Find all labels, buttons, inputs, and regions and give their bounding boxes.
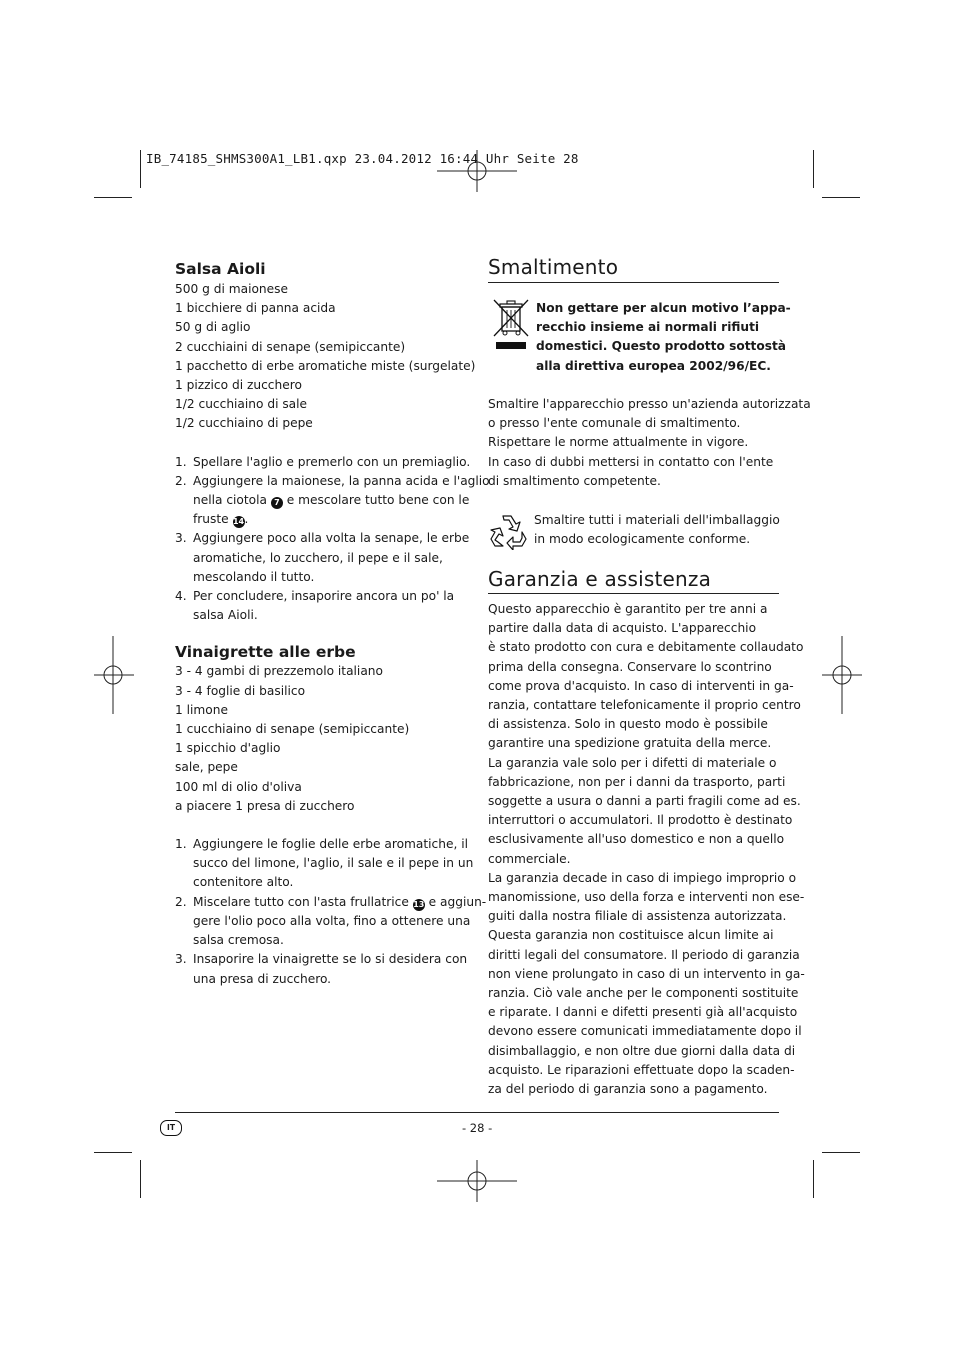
recycle-notice-line: Smaltire tutti i materiali dell'imballaggio [534, 513, 780, 527]
paragraph-line: manomissione, uso della forza e interventi non ese- [488, 890, 805, 905]
ingredient: sale, pepe [175, 760, 238, 775]
ingredient-list-vinaigrette [175, 662, 465, 816]
paragraph-line: esclusivamente all'uso domestico e non a quello [488, 832, 785, 847]
paragraph-line: commerciale. [488, 851, 571, 866]
paragraph-line: prima della consegna. Conservare lo scontrino [488, 659, 772, 674]
step-text: mescolando il tutto. [193, 569, 315, 584]
step [175, 472, 490, 530]
footer-rule [175, 1112, 779, 1113]
paragraph-line: In caso di dubbi mettersi in contatto con l'ente [488, 454, 774, 469]
crop-mark [822, 197, 860, 198]
step-text-part: e mescolare tutto bene con le [286, 493, 470, 508]
step-text: aromatiche, lo zucchero, il pepe e il sale, [193, 550, 443, 565]
crop-mark [94, 1152, 132, 1153]
file-info-slug: IB_74185_SHMS300A1_LB1.qxp 23.04.2012 16:44 Uhr Seite 28 [146, 151, 579, 166]
step-text: Insaporire la vinaigrette se lo si desidera con [193, 952, 468, 967]
ingredient: 1 pacchetto di erbe aromatiche miste (surgelate) [175, 358, 476, 373]
paragraph-line: di assistenza. Solo in questo modo è possibile [488, 717, 768, 732]
step [175, 950, 468, 988]
registration-mark-icon [94, 636, 134, 714]
ingredient: 1 cucchiaino di senape (semipiccante) [175, 722, 410, 737]
step-text: succo del limone, l'aglio, il sale e il pepe in un [193, 856, 474, 871]
paragraph-line: Rispettare le norme attualmente in vigore. [488, 435, 749, 450]
step-text: gere l'olio poco alla volta, fino a ottenere una [193, 913, 471, 928]
part-ref-badge: 7 [271, 497, 283, 509]
step-number: 1. [175, 454, 187, 469]
left-column [175, 258, 490, 989]
ingredient: 100 ml di olio d'oliva [175, 779, 302, 794]
paragraph-line: La garanzia decade in caso di impiego improprio o [488, 870, 797, 885]
step-number: 3. [175, 531, 187, 546]
ingredient: 3 - 4 gambi di prezzemolo italiano [175, 664, 383, 679]
section-title-disposal: Smaltimento [488, 255, 619, 279]
step [175, 893, 487, 951]
step-text: salsa Aioli. [193, 608, 258, 623]
step-text: una presa di zucchero. [193, 971, 332, 986]
step-text: Aggiungere poco alla volta la senape, le erbe [193, 531, 470, 546]
ingredient: 3 - 4 foglie di basilico [175, 683, 306, 698]
paragraph-line: è stato prodotto con cura e debitamente collaudato [488, 640, 804, 655]
paragraph-line: La garanzia vale solo per i difetti di materiale o [488, 755, 777, 770]
ingredient: a piacere 1 presa di zucchero [175, 798, 355, 813]
crop-mark [822, 1152, 860, 1153]
weee-notice-line: Non gettare per alcun motivo l’appa- [536, 301, 791, 315]
registration-mark-icon [437, 1160, 517, 1202]
ingredient: 50 g di aglio [175, 320, 251, 335]
ingredient: 500 g di maionese [175, 282, 288, 296]
step-number: 1. [175, 837, 187, 852]
paragraph-line: ranzia. Ciò vale anche per le componenti sostituite [488, 986, 799, 1001]
paragraph-line: za del periodo di garanzia sono a pagamento. [488, 1082, 768, 1097]
ingredient: 1/2 cucchiaino di sale [175, 397, 308, 412]
weee-notice-line: recchio insieme ai normali rifiuti [536, 320, 760, 335]
paragraph-line: e riparate. I danni e difetti presenti già all'acquisto [488, 1005, 798, 1020]
paragraph-line: acquisto. Le riparazioni effettuate dopo la scaden- [488, 1062, 795, 1077]
paragraph-line: fabbricazione, non per i danni da trasporto, parti [488, 774, 786, 789]
step-text: salsa cremosa. [193, 933, 284, 948]
section-title-warranty: Garanzia e assistenza [488, 567, 712, 591]
paragraph-line: non viene prolungato in caso di un intervento in ga- [488, 966, 805, 981]
paragraph-line: interruttori o accumulatori. Il prodotto è destinato [488, 813, 793, 828]
step-text [193, 893, 487, 912]
step [175, 587, 465, 625]
weee-notice-line: alla direttiva europea 2002/96/EC. [536, 358, 771, 373]
weee-notice-line: domestici. Questo prodotto sottostà [536, 339, 787, 354]
paragraph-line: disimballaggio, e non oltre due giorni dalla data di [488, 1043, 796, 1058]
disposal-paragraph [488, 395, 811, 491]
paragraph-line: o presso l'ente comunale di smaltimento. [488, 416, 741, 431]
ingredient-list-salsa [175, 280, 476, 434]
ingredient: 1/2 cucchiaino di pepe [175, 416, 313, 431]
paragraph-line: soggette a usura o danni a parti fragili come ad es. [488, 794, 801, 809]
section-rule [488, 282, 779, 283]
ingredient: 1 limone [175, 702, 228, 717]
ingredient: 1 pizzico di zucchero [175, 378, 302, 393]
right-column [488, 254, 780, 280]
step-number: 2. [175, 473, 187, 488]
paragraph-line: garantire una spedizione gratuita della merce. [488, 736, 772, 751]
paragraph-line: Smaltire l'apparecchio presso un'azienda autorizzata [488, 397, 811, 411]
recipe-title-vinaigrette: Vinaigrette alle erbe [175, 643, 356, 662]
section-rule [488, 593, 779, 594]
step [175, 453, 471, 472]
paragraph-line: diritti legali del consumatore. Il periodo di garanzia [488, 947, 800, 962]
step-number: 3. [175, 952, 187, 967]
paragraph-line: devono essere comunicati immediatamente dopo il [488, 1024, 802, 1039]
registration-mark-icon [822, 636, 862, 714]
step [175, 835, 474, 893]
weee-notice [536, 299, 791, 376]
ingredient: 2 cucchiaini di senape (semipiccante) [175, 339, 406, 354]
steps-list-vinaigrette [175, 835, 487, 989]
step-text-part: e aggiun- [428, 894, 487, 909]
crossed-out-bin-icon [492, 298, 530, 350]
paragraph-line: di smaltimento competente. [488, 473, 661, 488]
page-number: - 28 - [462, 1121, 493, 1135]
recycle-notice [534, 511, 780, 549]
recipe-title-salsa: Salsa Aioli [175, 260, 266, 278]
crop-mark [813, 150, 814, 188]
crop-mark [813, 1160, 814, 1198]
step-text [193, 491, 470, 510]
step-text: Spellare l'aglio e premerlo con un premiaglio. [193, 454, 471, 469]
crop-mark [94, 197, 132, 198]
step-text: Per concludere, insaporire ancora un po' la [193, 589, 455, 604]
step-text-part: . [244, 512, 249, 527]
crop-mark [140, 1160, 141, 1198]
steps-list-salsa [175, 453, 490, 626]
paragraph-line: guiti dalla nostra filiale di assistenza autorizzata. [488, 909, 787, 924]
step-number: 2. [175, 894, 187, 909]
paragraph-line: partire dalla data di acquisto. L'apparecchio [488, 621, 757, 636]
step-text [193, 510, 465, 529]
paragraph-line: ranzia, contattare telefonicamente il proprio centro [488, 698, 801, 713]
recycle-notice-line: in modo ecologicamente conforme. [534, 532, 751, 547]
ingredient: 1 bicchiere di panna acida [175, 301, 336, 316]
paragraph-line: come prova d'acquisto. In caso di interventi in ga- [488, 678, 794, 693]
paragraph-line: Questo apparecchio è garantito per tre anni a [488, 602, 768, 616]
step-text-part: Miscelare tutto con l'asta frullatrice [193, 894, 409, 909]
language-badge: IT [160, 1120, 182, 1136]
step-text-part: fruste [193, 512, 229, 527]
ingredient: 1 spicchio d'aglio [175, 741, 281, 756]
step-number: 4. [175, 589, 187, 604]
step-text-part: nella ciotola [193, 493, 267, 508]
part-ref-badge: 14 [232, 517, 245, 527]
recycle-icon [489, 512, 529, 550]
step [175, 529, 470, 587]
step-text: Aggiungere la maionese, la panna acida e l'aglio [193, 473, 490, 488]
crop-mark [140, 150, 141, 188]
warranty-paragraph [488, 600, 805, 1099]
step-text: contenitore alto. [193, 875, 294, 890]
part-ref-badge: 13 [413, 899, 425, 909]
paragraph-line: Questa garanzia non costituisce alcun limite ai [488, 928, 774, 943]
step-text: Aggiungere le foglie delle erbe aromatiche, il [193, 837, 468, 852]
